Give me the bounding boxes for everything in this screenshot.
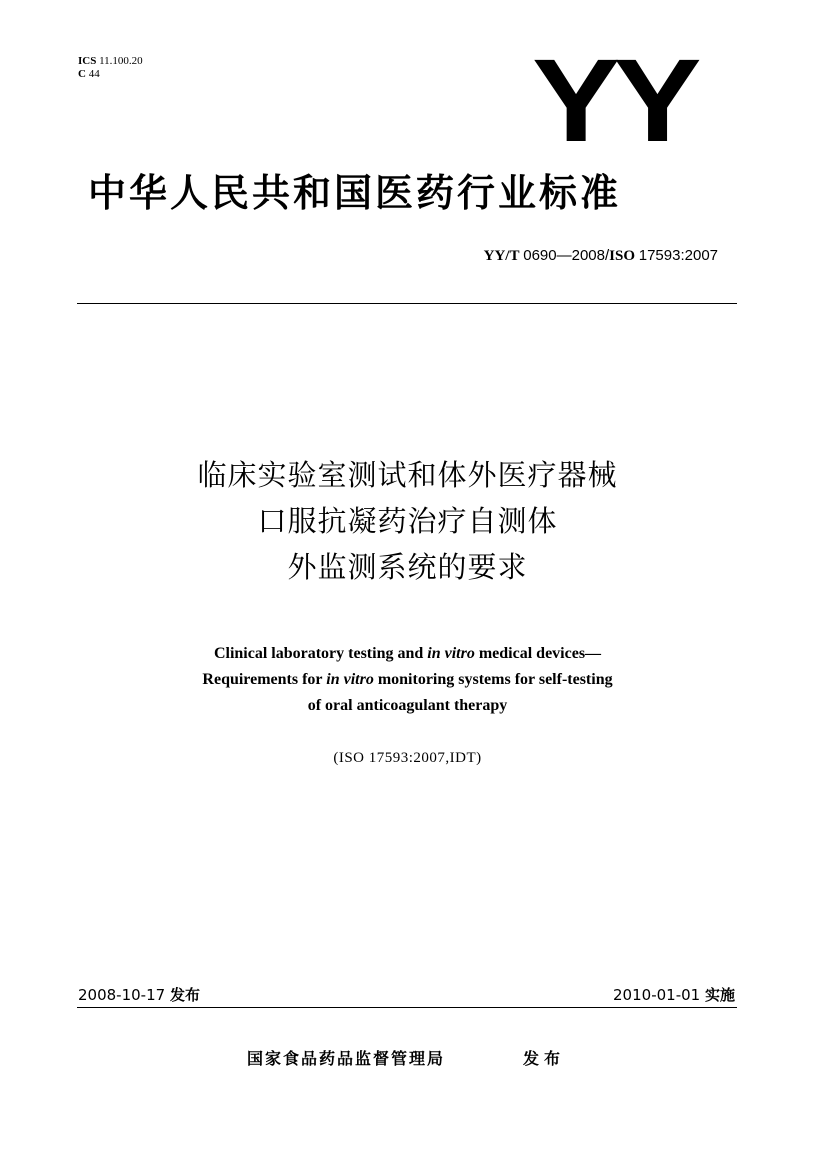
standard-prefix: YY/T <box>483 248 520 264</box>
en-line2-text-b: monitoring systems for self-testing <box>373 671 613 688</box>
chinese-title-line-3: 外监测系统的要求 <box>287 550 528 584</box>
yy-logo: YY <box>532 35 695 167</box>
english-title-line-3: of oral anticoagulant therapy <box>307 697 508 714</box>
ccs-code <box>78 68 143 81</box>
english-title <box>0 641 815 719</box>
chinese-title <box>0 452 815 590</box>
effective-date <box>613 984 735 1005</box>
chinese-title-line-2: 口服抗凝药治疗自测体 <box>257 504 558 538</box>
issue-label: 发布 <box>523 1049 566 1068</box>
ics-value: 11.100.20 <box>99 55 143 67</box>
publish-date <box>78 984 200 1005</box>
en-line2-text-a: Requirements for <box>202 671 327 688</box>
effective-date-value: 2010-01-01 <box>613 986 701 1004</box>
ics-label: ICS <box>78 55 97 67</box>
english-title-line-1 <box>0 641 815 667</box>
issuing-authority: 国家食品药品监督管理局 <box>247 1049 446 1068</box>
ics-code <box>78 55 143 68</box>
footer-divider <box>77 1007 737 1008</box>
standard-number <box>484 246 718 266</box>
ccs-value: 44 <box>88 68 100 80</box>
effective-label: 实施 <box>704 986 735 1004</box>
classification-codes <box>78 55 143 81</box>
chinese-title-line-1: 临床实验室测试和体外医疗器械 <box>197 458 618 492</box>
publish-date-value: 2008-10-17 <box>78 986 166 1004</box>
en-line1-italic: in vitro <box>427 645 475 662</box>
iso-equivalence: (ISO 17593:2007,IDT) <box>333 750 482 766</box>
ccs-label: C <box>78 68 86 80</box>
en-line2-italic: in vitro <box>326 671 374 688</box>
standard-number-value: 0690—2008/ <box>523 247 610 264</box>
en-line1-text-b: medical devices— <box>474 645 602 662</box>
iso-number: 17593:2007 <box>638 247 718 264</box>
header-divider <box>77 303 737 304</box>
english-title-line-2 <box>0 667 815 693</box>
organization-title: 中华人民共和国医药行业标准 <box>88 171 622 215</box>
en-line1-text-a: Clinical laboratory testing and <box>213 645 428 662</box>
publish-label: 发布 <box>169 986 200 1004</box>
iso-prefix: ISO <box>609 248 635 264</box>
